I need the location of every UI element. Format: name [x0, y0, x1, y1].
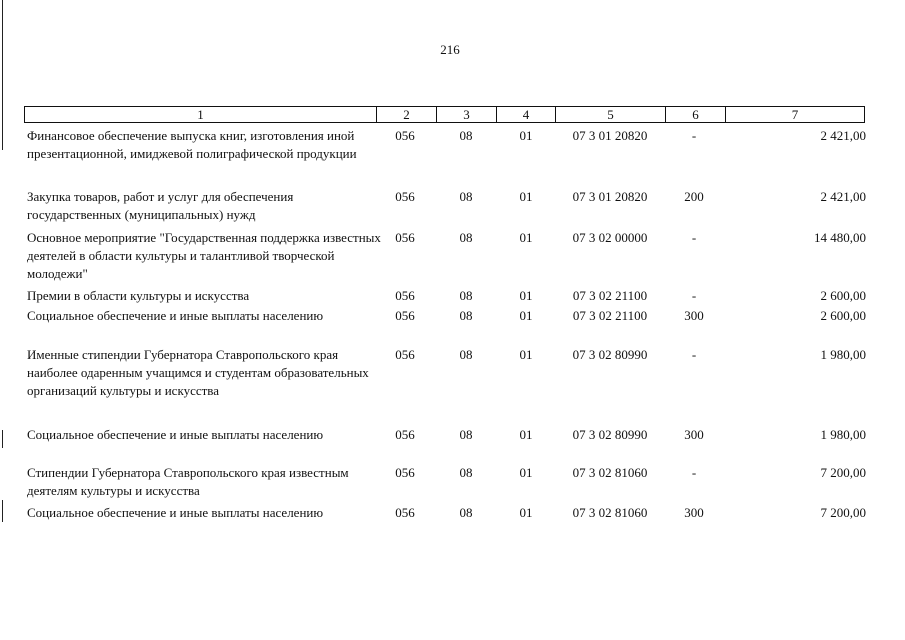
row-col-4: 01: [519, 465, 533, 480]
row-col-4: 01: [519, 427, 533, 442]
row-col-3: 08: [459, 308, 473, 323]
row-col-6: -: [691, 230, 697, 245]
row-col-3: 08: [459, 230, 473, 245]
row-col-7: 1 980,00: [820, 427, 866, 442]
row-col-2: 056: [395, 288, 415, 303]
row-name: Именные стипендии Губернатора Ставропольского края наиболее одаренным учащимся и студентам образовательных организаций культуры и искусства: [27, 347, 369, 398]
row-col-4: 01: [519, 308, 533, 323]
row-col-2: 056: [395, 347, 415, 362]
row-col-2: 056: [395, 230, 415, 245]
row-name: Премии в области культуры и искусства: [27, 288, 250, 303]
row-col-4: 01: [519, 505, 533, 520]
row-col-7: 1 980,00: [820, 347, 866, 362]
row-col-5: 07 3 02 80990: [572, 427, 648, 442]
row-col-7: 7 200,00: [820, 465, 866, 480]
row-col-4: 01: [519, 288, 533, 303]
row-col-6: 300: [684, 427, 704, 442]
row-col-5: 07 3 01 20820: [572, 189, 648, 204]
row-col-5: 07 3 02 00000: [572, 230, 648, 245]
page-number: 216: [440, 42, 460, 57]
row-name: Социальное обеспечение и иные выплаты населению: [27, 505, 324, 520]
row-col-2: 056: [395, 128, 415, 143]
row-col-6: 200: [684, 189, 704, 204]
header-cell-7: 7: [725, 107, 864, 122]
row-col-2: 056: [395, 189, 415, 204]
row-col-3: 08: [459, 465, 473, 480]
header-cell-1: 1: [197, 107, 204, 122]
row-name: Закупка товаров, работ и услуг для обеспечения государственных (муниципальных) нужд: [27, 189, 294, 222]
row-col-4: 01: [519, 230, 533, 245]
row-name: Финансовое обеспечение выпуска книг, изготовления иной презентационной, имиджевой полиграфической продукции: [27, 128, 357, 161]
margin-line: [2, 430, 3, 448]
row-name: Стипендии Губернатора Ставропольского края известным деятелям культуры и искусства: [27, 465, 349, 498]
header-cell-4: 4: [496, 107, 555, 122]
row-col-5: 07 3 02 21100: [572, 288, 648, 303]
row-col-6: -: [691, 288, 697, 303]
row-col-3: 08: [459, 347, 473, 362]
row-col-7: 2 421,00: [820, 128, 866, 143]
row-col-6: 300: [684, 308, 704, 323]
row-col-4: 01: [519, 189, 533, 204]
row-col-6: -: [691, 128, 697, 143]
row-col-4: 01: [519, 128, 533, 143]
row-col-5: 07 3 02 81060: [572, 465, 648, 480]
row-col-2: 056: [395, 308, 415, 323]
header-cell-2: 2: [376, 107, 436, 122]
row-col-7: 2 600,00: [820, 288, 866, 303]
row-col-6: -: [691, 347, 697, 362]
row-col-5: 07 3 02 21100: [572, 308, 648, 323]
row-col-7: 7 200,00: [820, 505, 866, 520]
header-cell-6: 6: [665, 107, 725, 122]
header-cell-5: 5: [555, 107, 665, 122]
row-col-5: 07 3 02 80990: [572, 347, 648, 362]
row-col-7: 14 480,00: [814, 230, 866, 245]
row-name: Основное мероприятие "Государственная поддержка известных деятелей в области культуры и талантливой творческой молодежи": [27, 230, 381, 281]
header-cell-3: 3: [436, 107, 496, 122]
row-col-2: 056: [395, 465, 415, 480]
row-name: Социальное обеспечение и иные выплаты населению: [27, 308, 324, 323]
row-col-7: 2 600,00: [820, 308, 866, 323]
row-col-2: 056: [395, 505, 415, 520]
row-col-6: -: [691, 465, 697, 480]
table-header-row: [24, 106, 865, 123]
row-col-3: 08: [459, 427, 473, 442]
row-col-4: 01: [519, 347, 533, 362]
row-col-5: 07 3 02 81060: [572, 505, 648, 520]
row-col-3: 08: [459, 189, 473, 204]
margin-line: [2, 500, 3, 522]
row-col-3: 08: [459, 505, 473, 520]
row-col-7: 2 421,00: [820, 189, 866, 204]
row-col-6: 300: [684, 505, 704, 520]
row-name: Социальное обеспечение и иные выплаты населению: [27, 427, 324, 442]
row-col-3: 08: [459, 288, 473, 303]
row-col-2: 056: [395, 427, 415, 442]
row-col-3: 08: [459, 128, 473, 143]
margin-line: [2, 0, 3, 150]
row-col-5: 07 3 01 20820: [572, 128, 648, 143]
